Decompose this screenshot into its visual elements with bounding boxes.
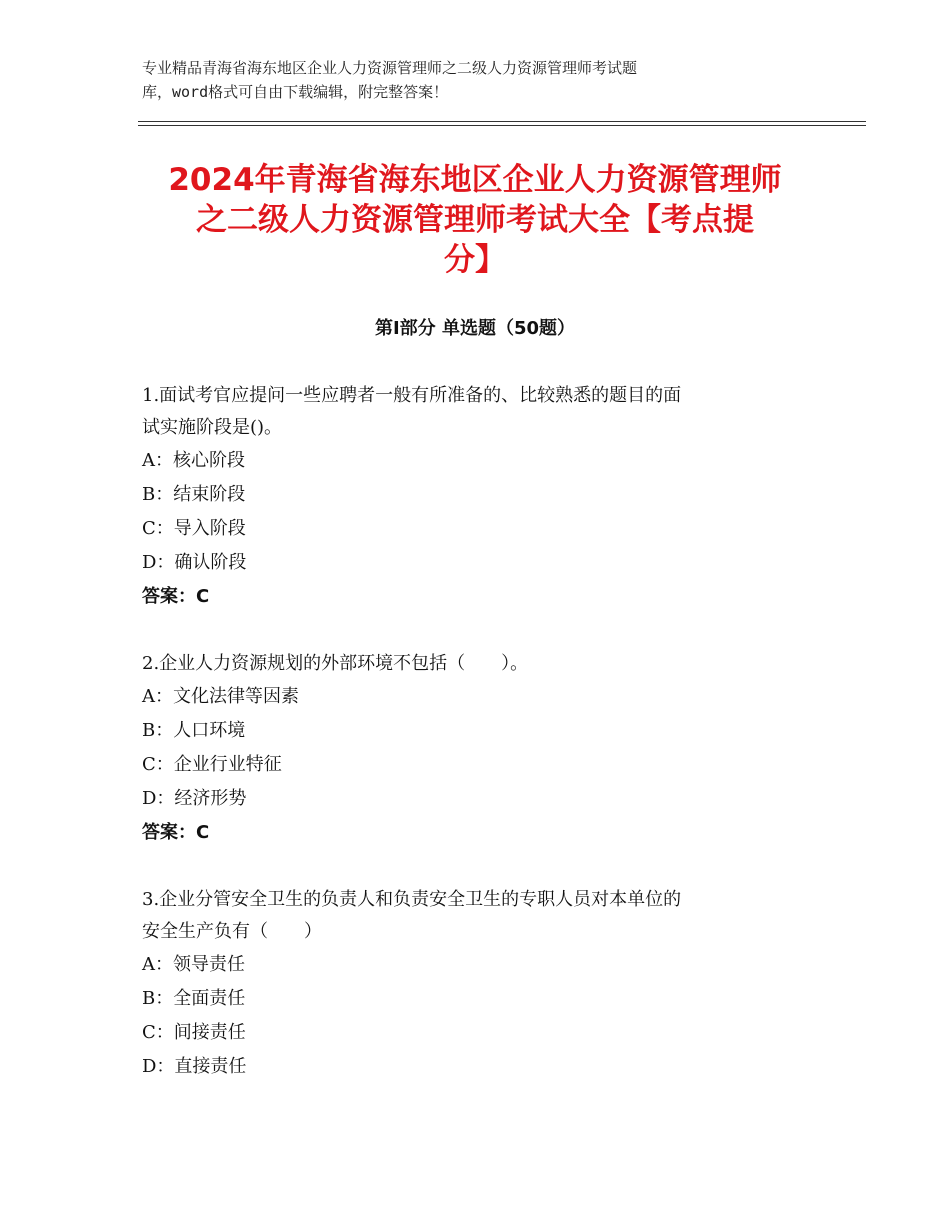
question-stem: 3.企业分管安全卫生的负责人和负责安全卫生的专职人员对本单位的	[142, 889, 682, 910]
header-line-1: 专业精品青海省海东地区企业人力资源管理师之二级人力资源管理师考试题	[142, 59, 638, 77]
question-stem: 2.企业人力资源规划的外部环境不包括（ ）。	[142, 653, 529, 674]
question-stem-continued: 试实施阶段是()。	[142, 417, 283, 438]
title-line-2: 之二级人力资源管理师考试大全【考点提	[196, 202, 754, 238]
option-b: B：人口环境	[142, 720, 246, 741]
question-2	[142, 648, 812, 850]
question-stem: 1.面试考官应提问一些应聘者一般有所准备的、比较熟悉的题目的面	[142, 385, 682, 406]
answer: 答案：C	[142, 586, 210, 607]
title-line-3: 分】	[444, 242, 506, 278]
document-header	[142, 56, 802, 104]
option-c: C：导入阶段	[142, 518, 246, 539]
option-c: C：企业行业特征	[142, 754, 282, 775]
section-title: 第Ⅰ部分 单选题（50题）	[374, 318, 575, 339]
question-3	[142, 884, 812, 1084]
question-stem-continued: 安全生产负有（ ）	[142, 921, 322, 942]
question-list	[142, 380, 812, 1118]
option-a: A：核心阶段	[142, 450, 245, 471]
option-a: A：领导责任	[142, 954, 245, 975]
header-divider-thick	[138, 125, 866, 126]
question-1	[142, 380, 812, 614]
header-line-2: 库，word格式可自由下载编辑，附完整答案！	[142, 83, 449, 101]
header-divider-thin	[138, 121, 866, 122]
document-title	[120, 160, 830, 280]
option-b: B：结束阶段	[142, 484, 246, 505]
option-a: A：文化法律等因素	[142, 686, 299, 707]
answer: 答案：C	[142, 822, 210, 843]
option-c: C：间接责任	[142, 1022, 246, 1043]
option-d: D：直接责任	[142, 1056, 247, 1077]
option-d: D：经济形势	[142, 788, 247, 809]
title-line-1: 2024年青海省海东地区企业人力资源管理师	[168, 162, 782, 198]
option-b: B：全面责任	[142, 988, 246, 1009]
option-d: D：确认阶段	[142, 552, 247, 573]
